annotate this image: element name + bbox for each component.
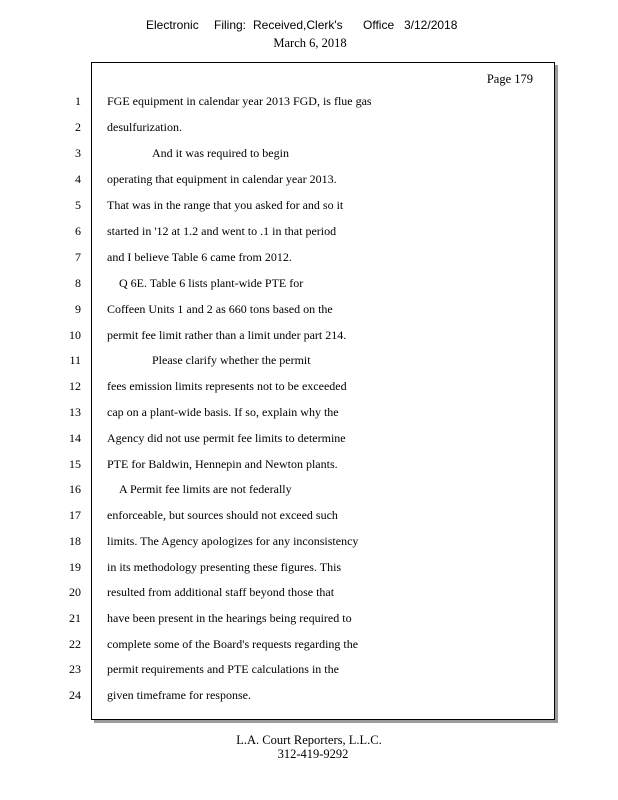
line-text: given timeframe for response. (107, 688, 251, 702)
transcript-line (0, 582, 618, 602)
line-number: 12 (69, 379, 81, 393)
line-text: operating that equipment in calendar year 2013. (107, 172, 337, 186)
transcript-line (0, 195, 618, 215)
line-number: 15 (69, 457, 81, 471)
transcript-line (0, 247, 618, 267)
line-number: 8 (75, 276, 81, 290)
line-text: Agency did not use permit fee limits to determine (107, 431, 346, 445)
line-number: 1 (75, 94, 81, 108)
line-number: 5 (75, 198, 81, 212)
transcript-line (0, 505, 618, 525)
line-number: 3 (75, 146, 81, 160)
transcript-line (0, 659, 618, 679)
line-number: 7 (75, 250, 81, 264)
line-text: cap on a plant-wide basis. If so, explain why the (107, 405, 339, 419)
line-number: 19 (69, 560, 81, 574)
transcript-line (0, 143, 618, 163)
transcript-line (0, 634, 618, 654)
line-text: complete some of the Board's requests regarding the (107, 637, 359, 651)
filing-stamp-date: 3/12/2018 (404, 18, 458, 32)
line-number: 16 (69, 482, 81, 496)
transcript-line (0, 273, 618, 293)
line-number: 22 (69, 637, 81, 651)
line-number: 11 (69, 353, 81, 367)
line-text: That was in the range that you asked for and so it (107, 198, 344, 212)
line-text: Please clarify whether the permit (152, 353, 311, 367)
hearing-date: March 6, 2018 (273, 36, 347, 50)
line-text: fees emission limits represents not to be exceeded (107, 379, 347, 393)
line-text: started in '12 at 1.2 and went to .1 in that period (107, 224, 337, 238)
line-number: 21 (69, 611, 81, 625)
line-number: 24 (69, 688, 81, 702)
line-number: 10 (69, 328, 81, 342)
transcript-line (0, 117, 618, 137)
reporter-company: L.A. Court Reporters, L.L.C. (236, 733, 382, 747)
line-number: 14 (69, 431, 81, 445)
line-number: 20 (69, 585, 81, 599)
transcript-line (0, 376, 618, 396)
line-number: 17 (69, 508, 81, 522)
page-number: Page 179 (486, 72, 533, 86)
line-text: Coffeen Units 1 and 2 as 660 tons based on the (107, 302, 333, 316)
line-text: permit requirements and PTE calculations in the (107, 662, 339, 676)
transcript-line (0, 350, 618, 370)
court-reporter-footer (0, 733, 618, 761)
line-text: A Permit fee limits are not federally (119, 482, 292, 496)
transcript-line (0, 325, 618, 345)
transcript-line (0, 299, 618, 319)
line-text: Q 6E. Table 6 lists plant-wide PTE for (119, 276, 304, 290)
line-text: FGE equipment in calendar year 2013 FGD, is flue gas (107, 94, 372, 108)
line-number: 4 (75, 172, 81, 186)
line-text: desulfurization. (107, 120, 182, 134)
line-text: And it was required to begin (152, 146, 289, 160)
transcript-line (0, 428, 618, 448)
filing-stamp-electronic: Electronic (146, 18, 199, 32)
filing-stamp-office: Office (363, 18, 395, 32)
line-text: PTE for Baldwin, Hennepin and Newton plants. (107, 457, 338, 471)
transcript-line (0, 402, 618, 422)
transcript-line (0, 608, 618, 628)
transcript-line (0, 531, 618, 551)
filing-stamp-received: Received,Clerk's (253, 18, 343, 32)
line-text: enforceable, but sources should not exceed such (107, 508, 338, 522)
line-number: 13 (69, 405, 81, 419)
filing-stamp-filing: Filing: (214, 18, 247, 32)
transcript-line (0, 91, 618, 111)
line-number: 18 (69, 534, 81, 548)
transcript-line (0, 557, 618, 577)
reporter-phone: 312-419-9292 (277, 747, 349, 761)
transcript-line (0, 169, 618, 189)
line-text: in its methodology presenting these figures. This (107, 560, 342, 574)
line-number: 2 (75, 120, 81, 134)
line-number: 23 (69, 662, 81, 676)
line-text: have been present in the hearings being required to (107, 611, 352, 625)
line-number: 9 (75, 302, 81, 316)
transcript-line (0, 454, 618, 474)
line-text: and I believe Table 6 came from 2012. (107, 250, 292, 264)
line-number: 6 (75, 224, 81, 238)
transcript-line (0, 221, 618, 241)
line-text: permit fee limit rather than a limit under part 214. (107, 328, 347, 342)
transcript-line (0, 685, 618, 705)
transcript-line (0, 479, 618, 499)
line-text: limits. The Agency apologizes for any inconsistency (107, 534, 359, 548)
line-text: resulted from additional staff beyond those that (107, 585, 335, 599)
